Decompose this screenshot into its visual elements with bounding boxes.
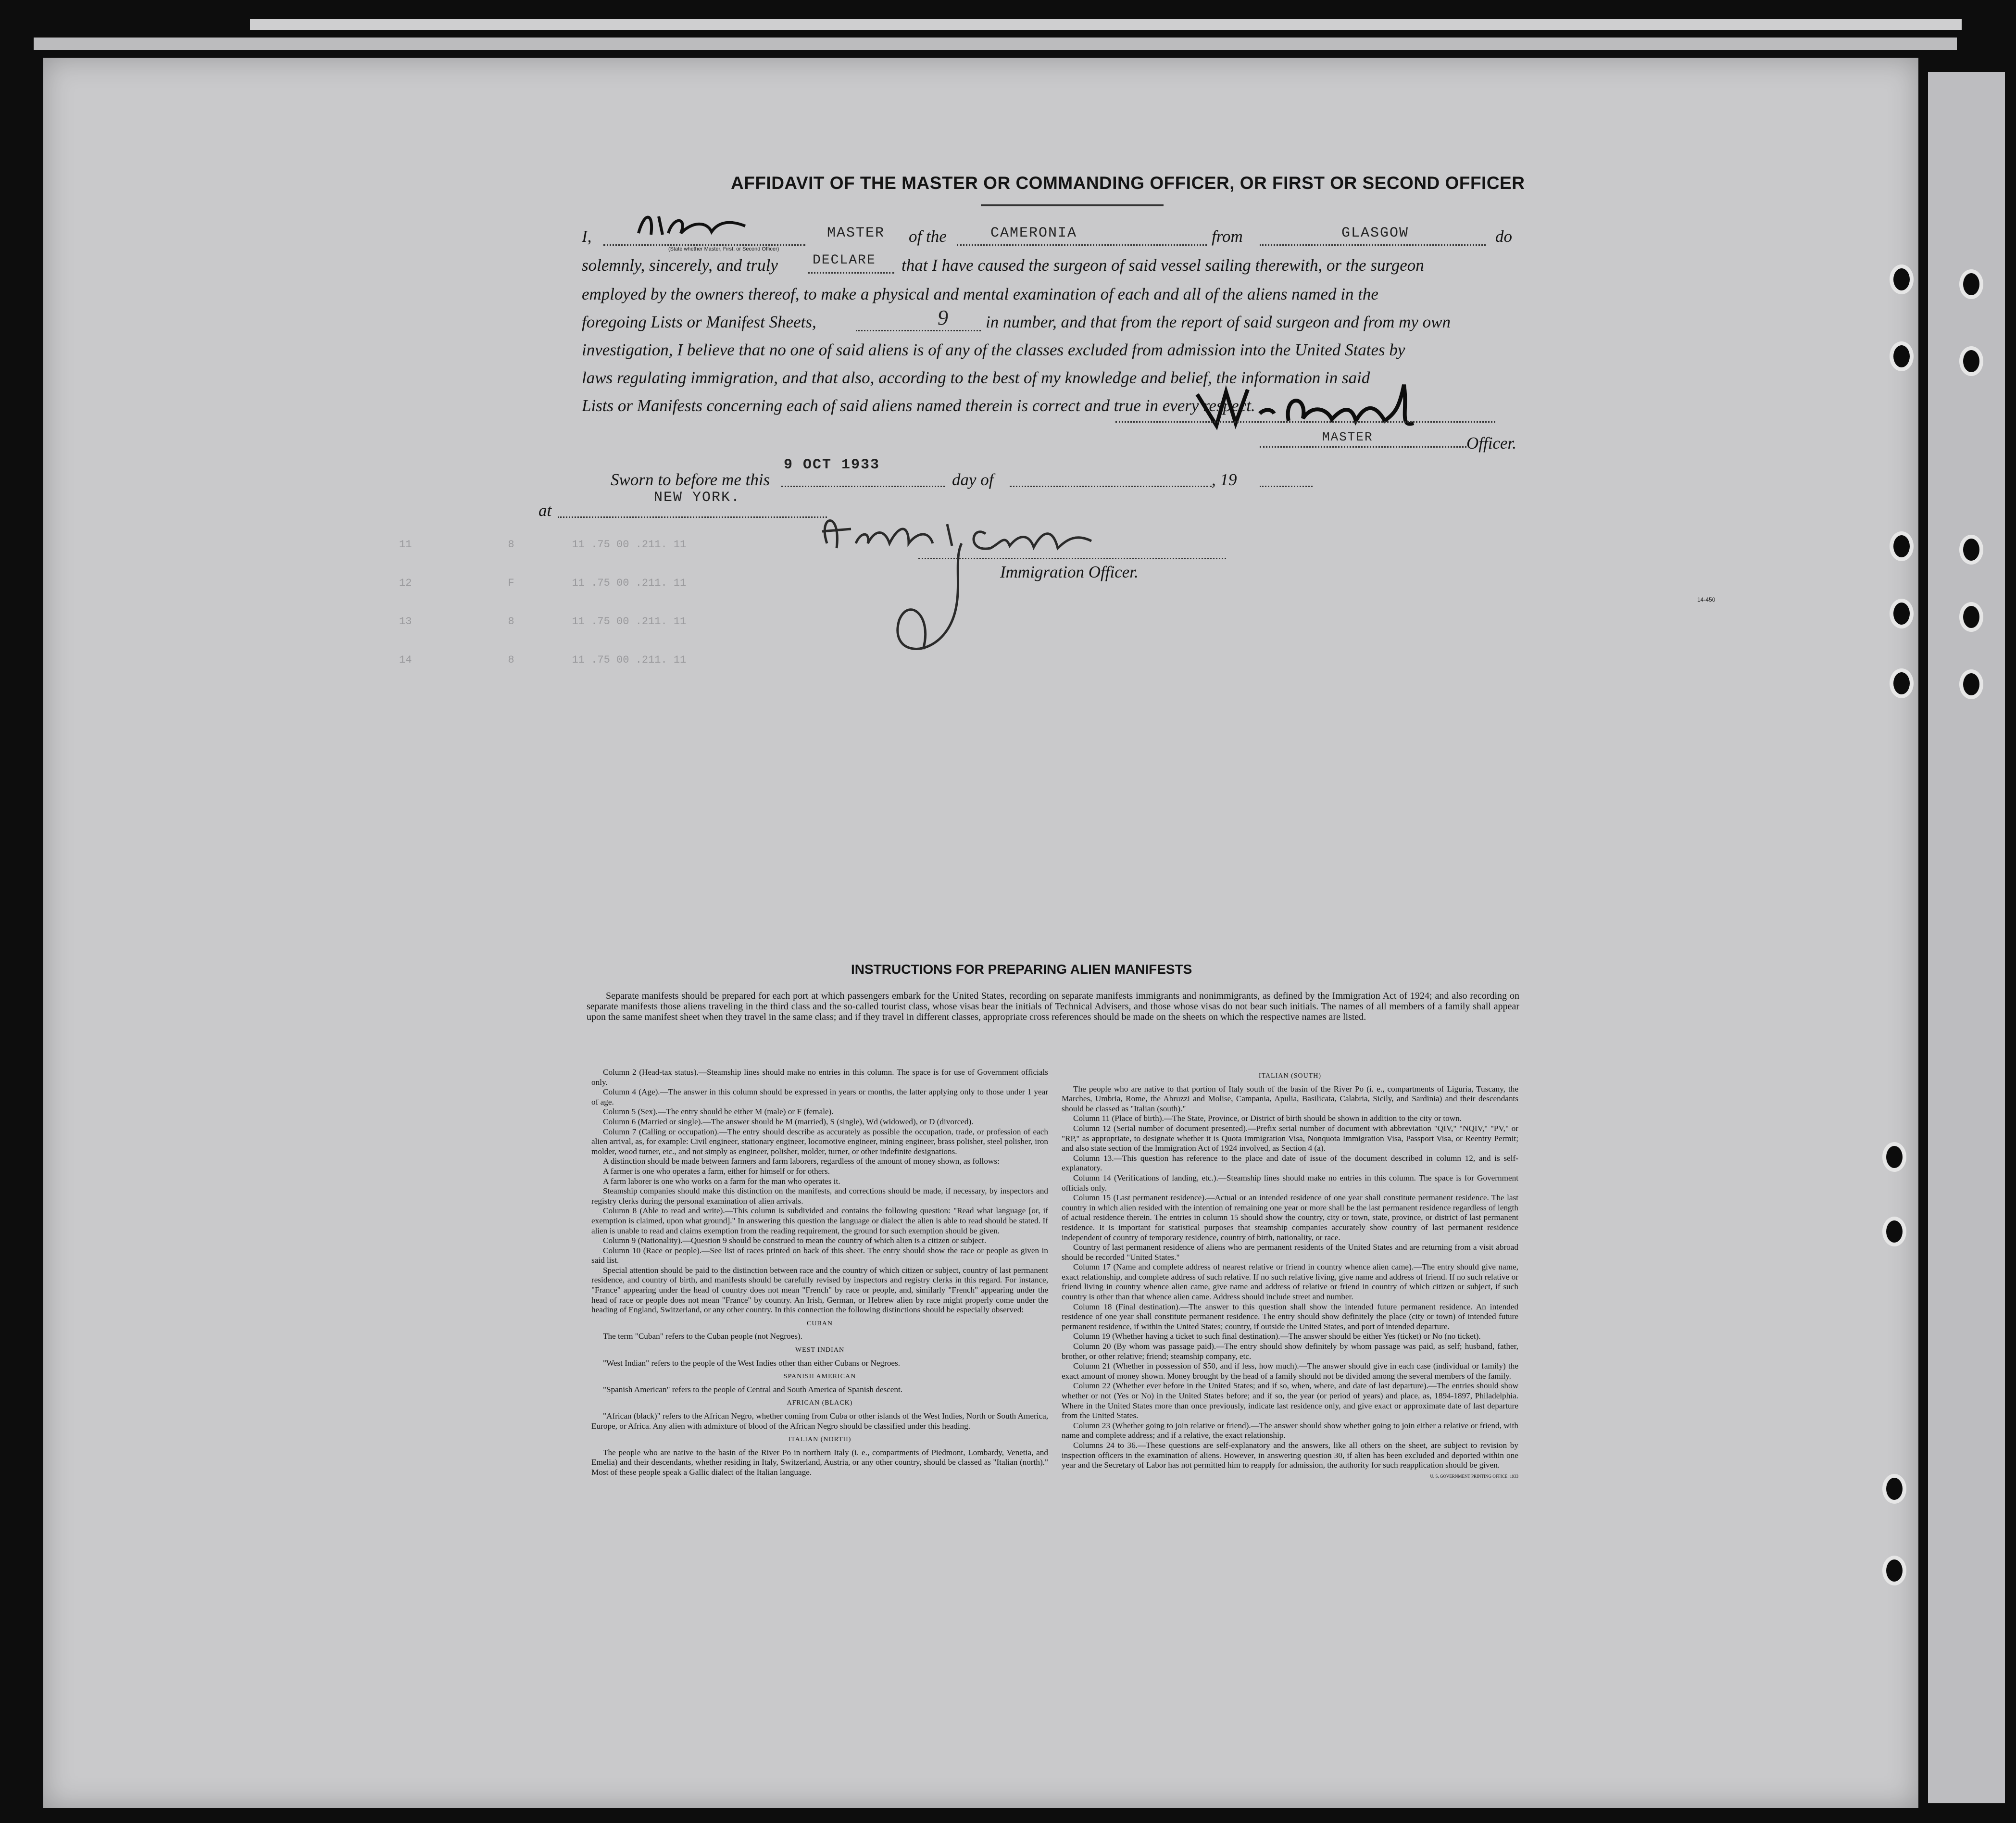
instruction-paragraph: Column 10 (Race or people).—See list of races printed on back of this sheet. The entry should show the race or people as given in said list. xyxy=(591,1245,1048,1265)
ghost-row: 12 F 11 .75 00 .211. 11 xyxy=(399,577,687,589)
punch-hole xyxy=(1882,1556,1906,1585)
name-rule xyxy=(603,244,805,246)
affidavit-title: AFFIDAVIT OF THE MASTER OR COMMANDING OFFICER, OR FIRST OR SECOND OFFICER xyxy=(731,173,1525,193)
affidavit-line-6: laws regulating immigration, and that also, according to the best of my knowledge and belief, the information in said xyxy=(582,368,1370,387)
instruction-paragraph: Column 7 (Calling or occupation).—The entry should describe as accurately as possible the occupation, trade, or profession of each alien arrival, as, for example: Civil engineer, stationary engineer, locomotive engineer, mining engineer, brass polisher, steel polisher, iron molder, wood turner, etc., and not simply as engineer, polisher, molder, turner, or other indefinite designations. xyxy=(591,1127,1048,1156)
year-prefix: , 19 xyxy=(1212,470,1237,489)
immigration-officer-label: Immigration Officer. xyxy=(1000,563,1139,581)
declare-rule xyxy=(808,272,894,274)
affidavit-line-5: investigation, I believe that no one of said aliens is of any of the classes excluded from admission into the United States by xyxy=(582,340,1405,359)
race-section-text: The term "Cuban" refers to the Cuban people (not Negroes). xyxy=(603,1332,802,1341)
instruction-paragraph: Column 21 (Whether in possession of $50, and if less, how much).—The answer should give in each case (individual or family) the exact amount of money shown. Money brought by the head of a family should not be divided among the several members of the family. xyxy=(1062,1361,1518,1381)
ship-name: CAMERONIA xyxy=(990,225,1077,241)
race-section-heading: AFRICAN (BLACK) xyxy=(787,1399,853,1407)
punch-hole xyxy=(1959,535,1983,565)
ghost-row: 13 8 11 .75 00 .211. 11 xyxy=(399,616,687,628)
instruction-paragraph: Column 19 (Whether having a ticket to such final destination).—The answer should be either Yes (ticket) or No (no ticket). xyxy=(1073,1332,1481,1341)
master-name-signature xyxy=(635,207,750,243)
affidavit-line-7: Lists or Manifests concerning each of said aliens named therein is correct and true in every respect. xyxy=(582,396,1255,415)
race-section-heading: CUBAN xyxy=(806,1320,833,1327)
affidavit-line-3: employed by the owners thereof, to make a physical and mental examination of each and all of the aliens named in the xyxy=(582,285,1378,303)
port-rule xyxy=(1260,244,1486,246)
line1-from: from xyxy=(1212,227,1243,246)
second-sheet-edge xyxy=(34,38,1957,50)
race-section-heading: SPANISH AMERICAN xyxy=(783,1373,856,1381)
instruction-paragraph: Column 4 (Age).—The answer in this column should be expressed in years or months, the latter applying only to those under 1 year of age. xyxy=(591,1087,1048,1106)
instruction-paragraph: Column 14 (Verifications of landing, etc.).—Steamship lines should make no entries in this column. The space is for Government officials only. xyxy=(1062,1173,1518,1193)
punch-hole xyxy=(1890,599,1914,629)
affidavit-line-1 xyxy=(582,226,591,247)
instruction-paragraph: A distinction should be made between farmers and farm laborers, regardless of the amount of money shown, as follows: xyxy=(603,1157,1000,1166)
punch-hole xyxy=(1959,346,1983,376)
rank-hint: (State whether Master, First, or Second Officer) xyxy=(668,246,779,252)
punch-hole xyxy=(1890,668,1914,698)
instruction-paragraph: Columns 24 to 36.—These questions are self-explanatory and the answers, like all others on the sheet, are subject to revision by inspection officers in the examination of aliens. However, in answering question 30, if alien has been excluded and deported within one year and the Secretary of Labor has not permitted him to reapply for admission, the authority for such reapplication should be given. xyxy=(1062,1440,1518,1470)
instruction-paragraph: Column 5 (Sex).—The entry should be either M (male) or F (female). xyxy=(603,1107,834,1117)
right-paragraphs xyxy=(1062,1084,1518,1471)
month-rule xyxy=(1010,486,1212,487)
italian-south-heading: ITALIAN (SOUTH) xyxy=(1258,1072,1322,1080)
port-name: GLASGOW xyxy=(1341,225,1409,241)
day-of: day of xyxy=(952,470,994,489)
instruction-paragraph: The people who are native to that portion of Italy south of the basin of the River Po (i. e., compartments of Liguria, Tuscany, the Marches, Umbria, Rome, the Abruzzi and Molise, Campania, Apulia, Basilicata, Calabria, Sicily, and Sardinia) and their descendants should be classed as "Italian (south)." xyxy=(1062,1084,1518,1113)
ghost-row: 11 8 11 .75 00 .211. 11 xyxy=(399,539,687,551)
place-value: NEW YORK. xyxy=(654,490,741,506)
instruction-paragraph: Column 8 (Able to read and write).—This column is subdivided and contains the following question: "Read what language [or, if exemption is claimed, upon what ground]." In answering this question the language or dialect the alien is able to read should be stated. If alien is unable to read and claims exemption from the reading requirement, the ground for such exemption should be given. xyxy=(591,1206,1048,1235)
at-label: at xyxy=(538,501,552,520)
place-rule xyxy=(558,516,827,518)
instruction-paragraph: Column 2 (Head-tax status).—Steamship lines should make no entries in this column. The space is for use of Government officials only. xyxy=(591,1068,1048,1087)
punch-hole xyxy=(1959,669,1983,699)
instruction-paragraph: Column 15 (Last permanent residence).—Actual or an intended residence of one year shall constitute permanent residence. The last country in which alien resided with the intention of remaining one year or more shall be the last permanent residence regardless of length of actual residence therein. The entries in column 15 should show the country, city or town, state, province, or district of last permanent residence. It is important for statistical purposes that steamship companies accurately show country of last permanent residence independent of country of temporary residence, country of birth, nationality, or race. xyxy=(1062,1193,1518,1242)
year-rule xyxy=(1260,486,1313,487)
rank-value: MASTER xyxy=(827,225,885,241)
officer-label: Officer. xyxy=(1466,434,1517,453)
line1-prefix: I, xyxy=(582,227,592,246)
affidavit-line-4a: foregoing Lists or Manifest Sheets, xyxy=(582,313,816,331)
instruction-paragraph: A farm laborer is one who works on a farm for the man who operates it. xyxy=(603,1176,840,1186)
affidavit-line-2a: solemnly, sincerely, and truly xyxy=(582,256,778,275)
race-section-text: "West Indian" refers to the people of the West Indies other than either Cubans or Negroes. xyxy=(603,1358,901,1368)
punch-hole xyxy=(1959,269,1983,299)
affidavit-line-2b: that I have caused the surgeon of said vessel sailing therewith, or the surgeon xyxy=(902,256,1424,275)
ghost-row: 14 8 11 .75 00 .211. 11 xyxy=(399,654,687,666)
punch-hole xyxy=(1882,1142,1906,1172)
punch-hole xyxy=(1890,531,1914,561)
punch-hole xyxy=(1882,1217,1906,1246)
instruction-paragraph: Column 11 (Place of birth).—The State, Province, or District of birth should be shown in addition to the city or town. xyxy=(1073,1114,1462,1123)
declare-value: DECLARE xyxy=(813,253,876,268)
master-signature-rule xyxy=(1115,421,1495,423)
sworn-date-rule xyxy=(781,486,945,487)
instruction-paragraph: Column 12 (Serial number of document presented).—Prefix serial number of document with abbreviation "QIV," "NQIV," "PV," or "RP," as appropriate, to designate whether it is Quota Immigration Visa, Nonquota Immigration Visa, Passport Visa, or Reentry Permit; and also state section of the Immigration Act of 1924 involved, as Section 4 (a). xyxy=(1062,1123,1518,1153)
line1-of-the: of the xyxy=(909,227,947,246)
instruction-paragraph: Column 23 (Whether going to join relative or friend).—The answer should show whether going to join either a relative or friend, with name and complete address; and if a relative, the exact relationship. xyxy=(1062,1421,1518,1440)
punch-hole xyxy=(1890,264,1914,294)
instruction-paragraph: Column 13.—This question has reference to the place and date of issue of the document described in column 12, and is self-explanatory. xyxy=(1062,1153,1518,1173)
sworn-prefix: Sworn to before me this xyxy=(611,470,770,489)
signature-rank-rule xyxy=(1260,446,1466,448)
instruction-paragraph: Steamship companies should make this distinction on the manifests, and corrections should be made, if necessary, by inspectors and registry clerks during the personal examination of alien arrivals. xyxy=(591,1186,1048,1206)
title-underline xyxy=(981,204,1164,206)
race-section-text: The people who are native to the basin of the River Po in northern Italy (i. e., compartments of Piedmont, Lombardy, Venetia, and Emelia) and their descendants, whether residing in Italy, Switzerland, Austria, or any other country, should be classed as "Italian (north)." Most of these people speak a Gallic dialect of the Italian language. xyxy=(591,1447,1048,1477)
instruction-paragraph: Column 22 (Whether ever before in the United States; and if so, when, where, and date of last departure).—The entries should show whether or not (Yes or No) in the United States before; and if so, the year (or period of years) and place, as, 1894-1897, Philadelphia. Where in the United States more than once previously, indicate last residence only, and give exact or approximate date of last departure from the United States. xyxy=(1062,1381,1518,1421)
instruction-paragraph: Country of last permanent residence of aliens who are permanent residents of the United States and are returning from a visit abroad should be recorded "United States." xyxy=(1062,1243,1518,1262)
instruction-paragraph: Column 6 (Married or single).—The answer should be M (married), S (single), Wd (widowed), or D (divorced). xyxy=(603,1117,974,1126)
immigration-officer-rule xyxy=(918,558,1226,559)
instruction-paragraph: A farmer is one who operates a farm, either for himself or for others. xyxy=(603,1166,830,1176)
signature-rank: MASTER xyxy=(1322,430,1373,444)
left-sections xyxy=(591,1319,1048,1478)
sheet-count-rule xyxy=(856,330,981,331)
punch-hole xyxy=(1890,341,1914,371)
master-signature xyxy=(1188,375,1447,435)
left-paragraphs xyxy=(591,1068,1048,1315)
top-sheet-edge xyxy=(250,19,1962,30)
punch-hole xyxy=(1882,1474,1906,1504)
affidavit-line-4b: in number, and that from the report of said surgeon and from my own xyxy=(986,313,1451,331)
line1-do: do xyxy=(1495,227,1512,246)
instruction-paragraph: Special attention should be paid to the distinction between race and the country of which citizen or subject, country of last permanent residence, and country of birth, and manifests should be carefully revised by inspectors and registry clerks in this regard. For instance, "France" appearing under the head of country does not mean "French" by race or people, and, similarly "French" appearing under the head of race or people does not mean "France" by country. An Irish, German, or Hebrew alien by race might properly come under the heading of England, Switzerland, or any other country. In this connection the following distinctions should be especially observed: xyxy=(591,1265,1048,1315)
sheet-count: 9 xyxy=(938,306,949,329)
manifest-sheet xyxy=(43,58,1918,1808)
instruction-paragraph: Column 18 (Final destination).—The answer to this question shall show the intended future permanent residence. An intended residence of one year shall constitute permanent residence. The entry should show definitely the place (city or town) of intended future permanent residence, if within the United States; country, if outside the United States, and port of intended departure. xyxy=(1062,1302,1518,1331)
race-section-text: "Spanish American" refers to the people of Central and South America of Spanish descent. xyxy=(603,1384,903,1394)
punch-hole xyxy=(1959,602,1983,632)
form-number: 14-450 xyxy=(1697,596,1715,603)
race-section-text: "African (black)" refers to the African Negro, whether coming from Cuba or other islands of the West Indies, North or South America, Europe, or Africa. Any alien with admixture of blood of the African Negro should be classified under this heading. xyxy=(591,1411,1048,1431)
race-section-heading: ITALIAN (NORTH) xyxy=(788,1436,851,1444)
instructions-right-column xyxy=(1062,1068,1518,1481)
binding-strip xyxy=(1928,72,2005,1803)
instruction-paragraph: Column 17 (Name and complete address of nearest relative or friend in country whence alien came).—The entry should give name, exact relationship, and complete address of such relative. If no such relative living, give name and address of friend. If no such relative or friend living in country whence alien came, give name and address of relative or friend in country of which citizen or subject, if such country is other than that whence alien came. Address should include street and number. xyxy=(1062,1262,1518,1302)
race-section-heading: WEST INDIAN xyxy=(795,1346,845,1354)
instructions-intro: Separate manifests should be prepared for each port at which passengers embark for the United States, recording on separate manifests immigrants and nonimmigrants, as defined by the Immigration Act of 1924; and also recording on separate manifests those aliens traveling in the third class and the so-called tourist class, whose visas bear the initials of Technical Advisers, and those whose visas do not bear such initials. The names of all members of a family shall appear upon the same manifest sheet when they travel in the same class; and if they travel in different classes, appropriate cross references should be made on the sheets on which the respective names are listed. xyxy=(587,991,1519,1022)
instruction-paragraph: Column 9 (Nationality).—Question 9 should be construed to mean the country of which alien is a citizen or subject. xyxy=(603,1236,987,1245)
ship-rule xyxy=(957,244,1207,246)
immigration-officer-signature xyxy=(808,505,1154,690)
instruction-paragraph: Column 20 (By whom was passage paid).—The entry should show definitely by whom passage was paid, as self; husband, father, brother, or other relative; friend; steamship company, etc. xyxy=(1062,1342,1518,1361)
printer-imprint: U. S. GOVERNMENT PRINTING OFFICE: 1933 xyxy=(1430,1473,1518,1479)
sworn-date: 9 OCT 1933 xyxy=(784,457,880,473)
instructions-title: INSTRUCTIONS FOR PREPARING ALIEN MANIFESTS xyxy=(851,962,1192,977)
instructions-left-column xyxy=(591,1068,1048,1478)
